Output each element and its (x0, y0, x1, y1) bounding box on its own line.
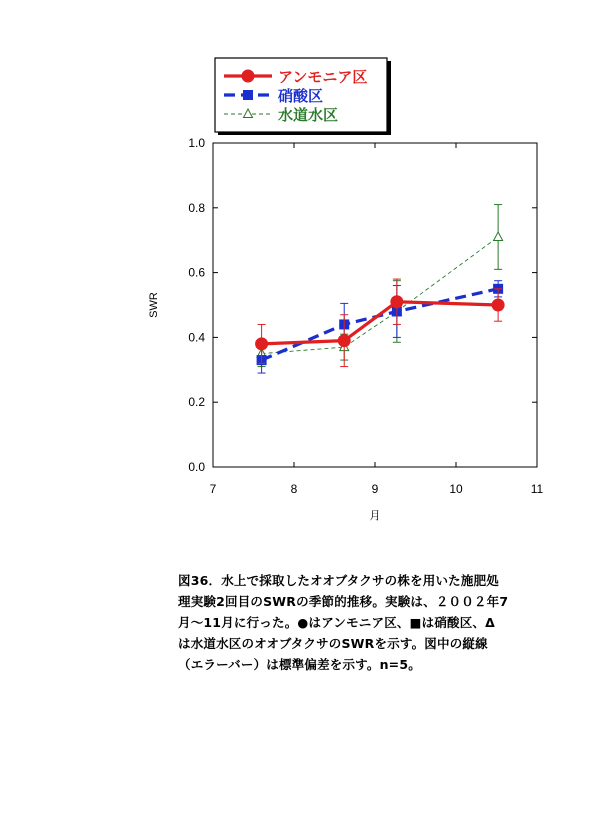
figure-caption (178, 570, 578, 675)
legend-label: アンモニア区 (278, 68, 368, 86)
caption-line: は水道水区のオオブタクサのSWRを示す。図中の縦線 (178, 636, 488, 651)
data-point (492, 299, 504, 311)
data-point (338, 335, 350, 347)
caption-line: 理実験2回目のSWRの季節的推移。実験は、２００２年7 (178, 594, 509, 609)
legend-label: 水道水区 (278, 106, 339, 124)
y-tick-label: 0.4 (188, 330, 205, 345)
legend-label: 硝酸区 (278, 87, 324, 105)
x-tick-label: 7 (209, 482, 217, 496)
caption-line: 月～11月に行った。●はアンモニア区、■は硝酸区、Δ (178, 615, 495, 630)
data-point (242, 70, 254, 82)
series-square (257, 281, 504, 373)
y-tick-label: 0.6 (188, 265, 205, 280)
data-point (494, 232, 503, 241)
x-axis-label: 月 (369, 509, 381, 522)
y-tick-label: 0.0 (188, 460, 205, 474)
caption-line: 図36．水上で採取したオオブタクサの株を用いた施肥処 (178, 573, 499, 588)
series-line (262, 289, 499, 360)
x-tick-label: 8 (290, 482, 298, 496)
x-tick-label: 9 (371, 482, 379, 496)
legend (215, 58, 391, 135)
y-tick-label: 1.0 (188, 136, 205, 150)
y-tick-label: 0.8 (188, 200, 205, 215)
x-tick-label: 11 (530, 482, 544, 496)
y-axis-label: SWR (148, 292, 160, 318)
data-point (243, 90, 253, 100)
y-tick-label: 0.2 (188, 395, 205, 410)
x-tick-label: 10 (449, 482, 463, 496)
legend-shadow-right (387, 61, 391, 135)
caption-line: （エラーバー）は標準偏差を示す。n=5。 (178, 657, 421, 672)
data-point (256, 338, 268, 350)
legend-shadow-bottom (218, 132, 391, 135)
data-point (391, 296, 403, 308)
